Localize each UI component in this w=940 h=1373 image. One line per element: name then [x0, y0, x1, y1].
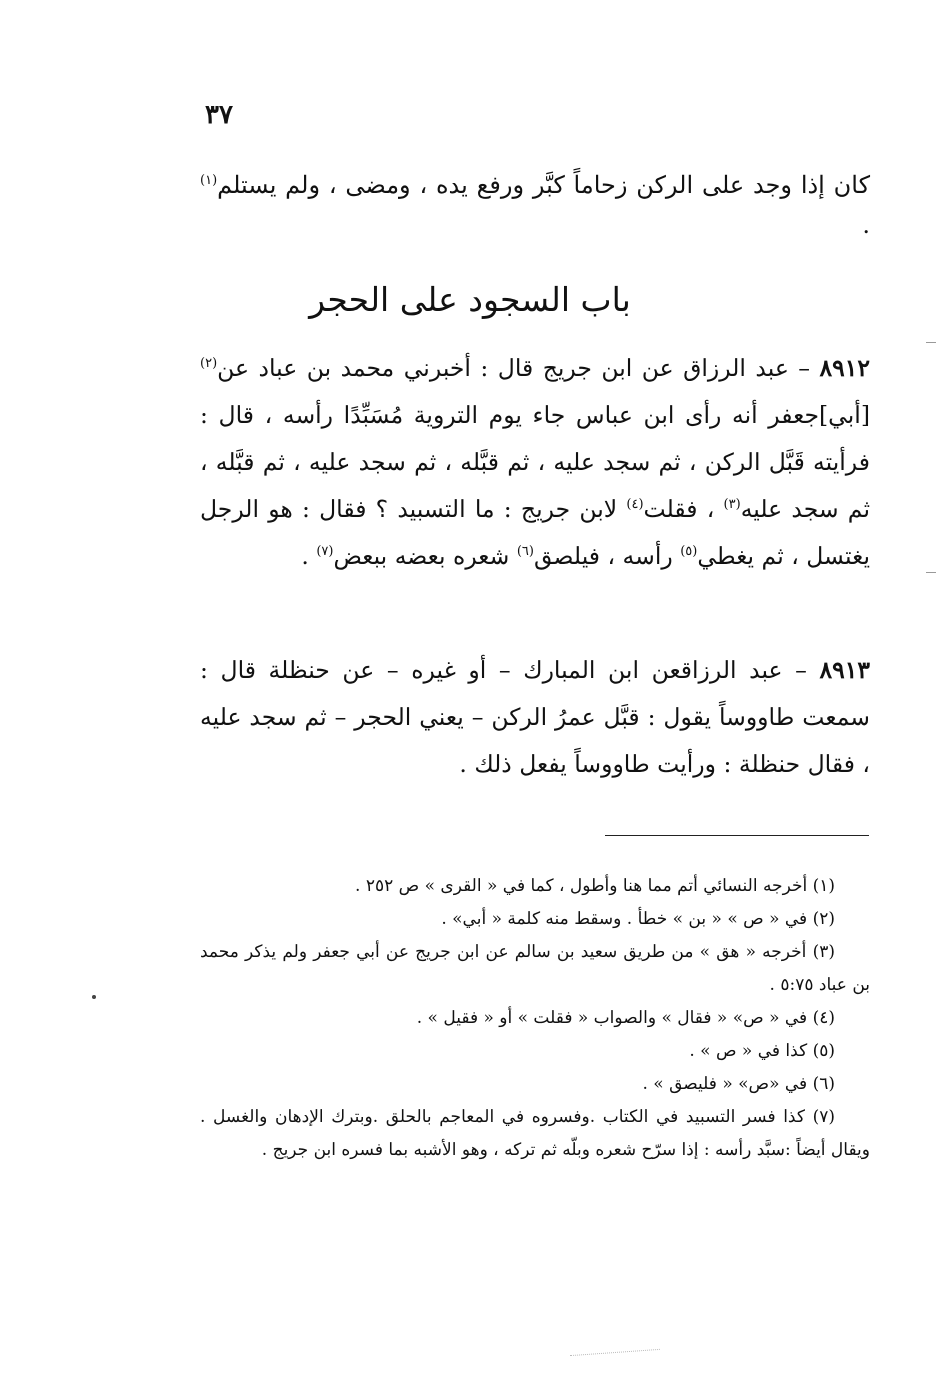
- footnote-2: (٢) في « ص » « بن » خطأ . وسقط منه كلمة « أبي» .: [441, 909, 835, 929]
- footnote-ref-6: (٦): [516, 544, 534, 560]
- footnote-ref-2: (٢): [200, 356, 218, 372]
- hadith-text: شعره بعضه ببعض: [333, 542, 517, 570]
- hadith-number: ٨٩١٢: [819, 354, 870, 382]
- footnote-3: (٣) أخرجه « هق » من طريق سعيد بن سالم عن ابن جريج عن أبي جعفر ولم يذكر محمد بن عباد ٥:٧٥ .: [200, 942, 870, 995]
- hadith-text: ، فقلت: [643, 495, 724, 523]
- footnote-7: (٧) كذا فسر التسبيد في الكتاب .وفسروه في المعاجم بالحلق .وبترك الإدهان والغسل . ويقال أيضاً :سبَّد رأسه : إذا سرّح شعره وبلّه ثم تركه ، وهو الأشبه بما فسره ابن جريج .: [200, 1107, 870, 1160]
- hadith-text: رأسه ، فيلصق: [533, 542, 681, 570]
- page-number: ٣٧: [205, 100, 233, 130]
- hadith-8913: [200, 647, 870, 788]
- footnote-1: (١) أخرجه النسائي أتم مما هنا وأطول ، كما في « القرى » ص ٢٥٢ .: [355, 876, 835, 896]
- footnote-ref-1: (١): [200, 173, 218, 188]
- scan-dot: [92, 995, 96, 999]
- footnote-5: (٥) كذا في « ص » .: [689, 1041, 835, 1061]
- hadith-text: – عبد الرزاق عن ابن جريج قال : أخبرني محمد بن عباد عن: [217, 354, 820, 382]
- hadith-number: ٨٩١٣: [819, 656, 870, 684]
- footnote-4: (٤) في « ص» « فقال » والصواب « فقلت » أو « فقيل » .: [416, 1008, 835, 1028]
- intro-end: .: [862, 211, 870, 239]
- intro-paragraph: [200, 165, 870, 245]
- hadith-8912: [200, 345, 870, 580]
- footnote-ref-5: (٥): [680, 544, 698, 560]
- footnote-ref-3: (٣): [723, 497, 741, 513]
- footnote-ref-7: (٧): [316, 544, 334, 560]
- footnote-ref-4: (٤): [626, 497, 644, 513]
- hadith-text: .: [301, 542, 317, 570]
- footnote-divider: [605, 835, 869, 836]
- intro-text: كان إذا وجد على الركن زحاماً كبَّر ورفع يده ، ومضى ، ولم يستلم: [217, 171, 870, 199]
- scan-edge-mark: [926, 342, 936, 343]
- footnotes: [200, 870, 870, 1167]
- scan-smudge: [570, 1349, 660, 1356]
- footnote-6: (٦) في «ص» « فليصق » .: [642, 1074, 835, 1094]
- hadith-text: – عبد الرزاقعن ابن المبارك – أو غيره – عن حنظلة قال : سمعت طاووساً يقول : قبَّل عمرُ الركن – يعني الحجر – ثم سجد عليه ، فقال حنظلة : ورأيت طاووساً يفعل ذلك .: [200, 656, 870, 778]
- chapter-title: باب السجود على الحجر: [309, 280, 631, 319]
- hadith-text: [أبي]جعفر أنه رأى ابن عباس جاء يوم التروية مُسَبِّدًا رأسه ، قال : فرأيته قَبَّل الركن ، ثم سجد عليه ، ثم قبَّله ، ثم سجد عليه ، ثم قبَّله ، ثم سجد عليه: [200, 401, 870, 523]
- scan-edge-mark: [926, 572, 936, 573]
- hadith-text: لابن جريج : ما التسبيد ؟ فقال : هو الرجل يغتسل ، ثم يغطي: [200, 495, 870, 570]
